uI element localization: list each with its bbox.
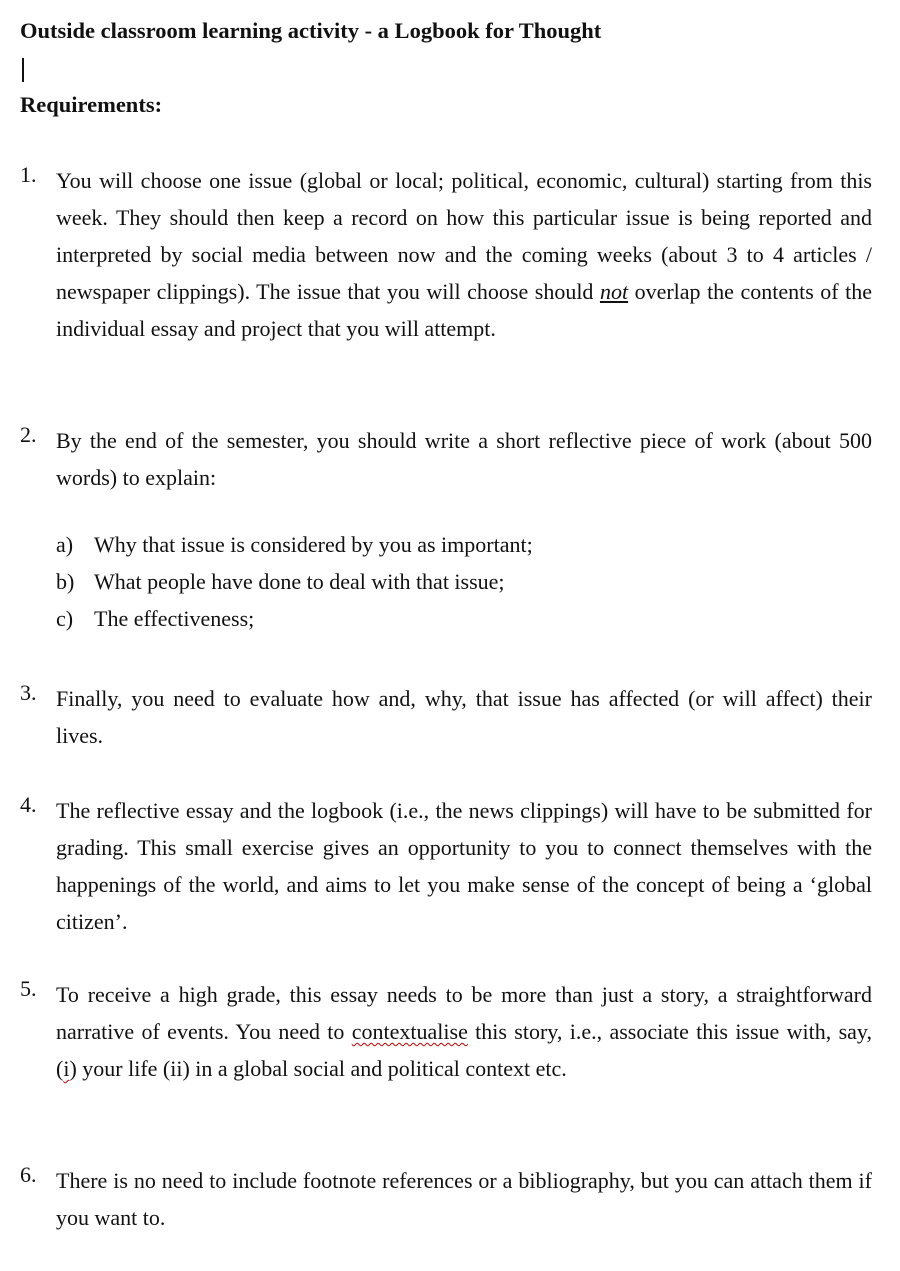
sub-item-c: c) The effectiveness; — [56, 606, 255, 631]
list-number-5: 5. — [20, 976, 37, 1001]
list-number-1: 1. — [20, 162, 37, 187]
list-number-6: 6. — [20, 1162, 37, 1187]
list-number-4: 4. — [20, 792, 37, 817]
list-item-3: Finally, you need to evaluate how and, why, that issue has affected (or will affect) their lives. — [56, 686, 872, 748]
sub-item-a: a) Why that issue is considered by you as important; — [56, 532, 533, 557]
list-number-3: 3. — [20, 680, 37, 705]
sub-item-b: b) What people have done to deal with that issue; — [56, 569, 505, 594]
list-number-2: 2. — [20, 422, 37, 447]
list-item-5: To receive a high grade, this essay needs to be more than just a story, a straightforward narrative of events. You need to contextualise this story, i.e., associate this issue with, say, (i) your life (ii) in a global social and political context etc. — [56, 982, 873, 1081]
list-item-2: By the end of the semester, you should write a short reflective piece of work (about 500 words) to explain: — [56, 428, 872, 490]
emphasis-not: not — [599, 279, 629, 304]
text-cursor — [22, 58, 24, 82]
document-title: Outside classroom learning activity - a Logbook for Thought — [20, 18, 602, 43]
spellcheck-flagged-word[interactable]: contextualise — [351, 1019, 468, 1044]
list-item-6: There is no need to include footnote references or a bibliography, but you can attach them if you want to. — [56, 1168, 872, 1230]
spellcheck-flagged-numeral[interactable]: i — [63, 1056, 70, 1081]
requirements-heading: Requirements: — [20, 92, 163, 117]
list-item-4: The reflective essay and the logbook (i.e., the news clippings) will have to be submitted for grading. This small exercise gives an opportunity to you to connect themselves with the happenings of the world, and aims to let you make sense of the concept of being a ‘global citizen’. — [56, 798, 872, 934]
list-item-1: You will choose one issue (global or local; political, economic, cultural) starting from this week. They should then keep a record on how this particular issue is being reported and interpreted by social media between now and the coming weeks (about 3 to 4 articles / newspaper clippings). The issue that you will choose should not overlap the contents of the individual essay and project that you will attempt. — [56, 168, 872, 341]
